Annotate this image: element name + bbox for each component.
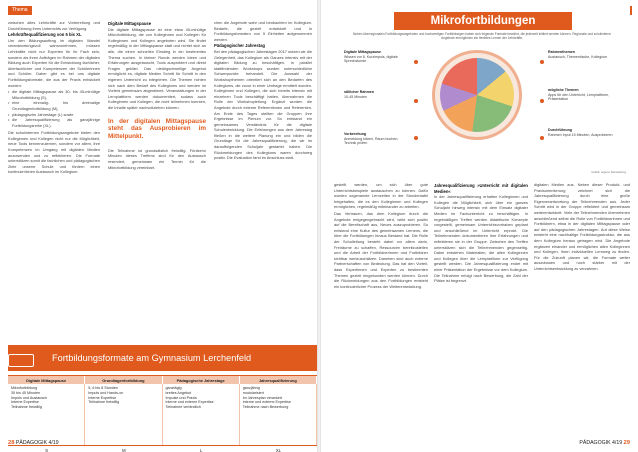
cell-item: Teilnahme nach Bewerbung <box>242 405 289 410</box>
label-text: 10-45 Minuten <box>344 94 367 99</box>
cell-item: 30 bis 45 Minuten <box>11 390 41 395</box>
left-page <box>0 0 318 452</box>
list-item: • die Jahresqualifizierung als ganzjährige Fortbildungsreihe (XL). <box>8 117 100 128</box>
page-footer <box>8 440 59 446</box>
label-title: Digitale Mittagspause <box>344 50 381 54</box>
cell-item: Teilnahme freiwillig <box>88 400 120 405</box>
table-cell <box>240 384 317 445</box>
connector-dot <box>414 60 418 64</box>
size-label: L <box>199 448 203 452</box>
paragraph: In der Jahresqualifizierung erhalten Kolleginnen und Kollegen die Möglichkeit, sich über ein ganzes Schuljahr hinweg intensiv mit dem Einsatz digitaler Medien im Fachunterricht zu beschäftigen. In regelmäßigen Treffen werden didaktische Konzepte vorgestellt, gemeinsam Unterrichtsvorhaben geplant und anschließend im Unterricht erprobt. Die Teilnehmenden dokumentieren ihre Erfahrungen und reflektieren sie in der Gruppe. Zwischen den Treffen unterstützen sich die Teilnehmenden gegenseitig. Dabei entstehen Materialien, die allen Kolleginnen und Kollegen über die Lernplattform zur Verfügung gestellt werden. Die Jahresqualifizierung endet mit einer Präsentation der Ergebnisse vor dem Kollegium. Die Teilnahme erfolgt nach Bewerbung, die Zahl der Plätze ist begrenzt. <box>434 194 528 284</box>
label-title: stillicher Rahmen <box>344 90 374 94</box>
journal-name: PÄDAGOGIK 4/19 <box>579 440 623 446</box>
section-heading: Lehrkräftequalifizierung von 5 bis XL <box>8 32 82 38</box>
figure-label <box>548 50 614 59</box>
cell-item: Teilnahme freiwillig <box>11 405 42 410</box>
figure-label <box>548 88 614 102</box>
left-column-1 <box>8 20 100 340</box>
cell-item: Interne Expertise <box>88 395 117 400</box>
connector-dot <box>540 60 544 64</box>
label-title: Durchführung <box>548 128 572 132</box>
page-number: 28 <box>8 440 15 446</box>
cell-item: im Jahresplan verankert <box>242 395 283 400</box>
paragraph: Das Vertrauen, das dem Kollegium durch die Angebote entgegengebracht wird, wirkt sich positiv auf die Bereitschaft aus, Neues auszuprobieren. So entstand eine Kultur des gemeinsamen Lernens, die über die Fortbildungen hinaus Bestand hat. Die Rolle der Schulleitung besteht dabei vor allem darin, Freiräume zu schaffen, Ressourcen bereitzustellen und die Arbeit der Fortbildnerinnen und Fortbildner sichtbar wertzuschätzen. Daneben sind auch externe Partnerschaften von Bedeutung. Das hat den Vorteil, dass Expertinnen und Experten zu bestimmten Themen gezielt eingebunden werden können. Durch die Rückmeldungen aus den Fortbildungen entsteht ein kontinuierlicher Prozess der Weiterentwicklung. <box>334 210 428 289</box>
size-scale <box>8 446 317 452</box>
size-label: S <box>45 448 49 452</box>
label-title: Rahmenthemen <box>548 50 575 54</box>
connector-dot <box>414 99 418 103</box>
table-cell <box>163 384 240 445</box>
paragraph: Die schulinternen Fortbildungsangebote bieten den Kolleginnen und Kollegen nicht nur die Möglichkeit, neue Tools kennenzulernen, sondern vor allem, ihre Kompetenzen im Umgang mit digitalen Medien anzuwenden und zu reflektieren. Die Formate unterstützen somit die fachlichen und pädagogischen Ziele unserer Schule und fördern einen kontinuierlichen Austausch im Kollegium. <box>8 130 100 175</box>
cell-item: interne und externe Expertise <box>165 400 214 405</box>
figure-title: Mikrofortbildungen <box>394 12 572 30</box>
figure-label <box>344 90 410 99</box>
list-item: • pädagogische Jahrestage (L) sowie <box>8 112 100 118</box>
table-cell <box>85 384 162 445</box>
figure-subtitle: Neben überregionalen Fortbildungsangeboten und hochwertigen Fortbildungen haben sich folgende Formate bewährt, die jederzeit initiiert werden können. Regionale und schulinterne Angebote ermöglichen ein flexibles Lernen der Lehrkräfte. <box>352 32 611 41</box>
school-logo-icon <box>8 354 34 367</box>
section-heading: Digitale Mittagspause <box>108 21 152 26</box>
right-column-2 <box>434 182 528 432</box>
figure-wheel <box>440 58 514 132</box>
right-page <box>320 0 638 452</box>
banner-title: Fortbildungsformate am Gymnasium Lerchenfeld <box>52 353 252 363</box>
table-header-cell: Digitale Mittagspause <box>8 376 85 384</box>
cell-item: Mikrofortbildung <box>11 386 38 390</box>
table-header-cell: Grundlagenfortbildung <box>85 376 162 384</box>
page-number: 29 <box>623 440 630 446</box>
label-text: Austausch, Thementische, Kollegium <box>548 54 608 59</box>
table-header-cell: Pädagogische Jahrestage <box>163 376 240 384</box>
pull-quote: In der digitalen Mittagspause steht das Ausprobieren im Mittelpunkt. <box>108 117 206 141</box>
table-cell <box>8 384 85 445</box>
cell-item: modularisiert <box>242 390 264 395</box>
connector-dot <box>540 99 544 103</box>
paragraph: Bei den pädagogischen Jahrestagen 2017 nutzen wir die Gelegenheit, das Kollegium als Ganzes intensiv mit der digitalen Bildung zu beschäftigen. In parallel stattfindenden Workshops wurden unterschiedliche Schwerpunkte behandelt. Die Auswahl der Workshopthemen orientiert sich an den Bedarfen des Kollegiums, die zuvor in einer Umfrage ermittelt wurden. Kolleginnen und Kollegen, die sich bereits intensiv mit einzelnen Tools beschäftigt hatten, übernahmen die Rolle der Workshopleitung. Ergänzt wurden die Angebote durch externe Referentinnen und Referenten. Am Ende des Tages stellten die Gruppen ihre Ergebnisse im Plenum vor. So entstand ein gemeinsames Verständnis für die digitale Schulentwicklung. Die Erfahrungen aus dem Jahrestag fließen in die weitere Planung ein und bilden die Grundlage für die Jahresqualifizierung, die wir im darauffolgenden Schuljahr gestartet haben. Die Rückmeldungen des Kollegiums waren durchweg positiv. Die Evaluation fand im Anschluss statt. <box>214 48 312 161</box>
label-text: Anmeldung klären, Raum buchen, Technik prüfen <box>344 136 399 145</box>
format-list <box>8 89 100 128</box>
paragraph: Die digitale Mittagspause ist eine etwa 45-minütige Mikrofortbildung, die von Kolleginnen und Kollegen für Kolleginnen und Kollegen angeboten wird. Sie findet regelmäßig in der Mittagspause statt und richtet sich an alle, die einen schnellen Einstieg in ein bestimmtes Thema suchen. In kleiner Runde werden Ideen und Erfahrungen ausgetauscht, Tools ausprobiert und direkt Fragen geklärt. Das niedrigschwellige Angebot ermöglicht es, digitale Medien Schritt für Schritt in den eigenen Unterricht zu integrieren. Die Themen richten sich nach dem Bedarf des Kollegiums und werden im Vorfeld gemeinsam abgestimmt. Veranstaltungen in der Lernplattform werden dokumentiert, sodass auch Kolleginnen und Kollegen, die nicht teilnehmen konnten, die Inhalte später nachvollziehen können. <box>108 26 206 110</box>
journal-name: PÄDAGOGIK 4/19 <box>15 440 59 446</box>
size-label: M <box>122 448 126 452</box>
figure-label <box>548 128 614 137</box>
figure-source: Grafik: eigene Darstellung <box>591 170 626 174</box>
label-text: Apps für den Unterricht, Lernplattform, Präsentation <box>548 92 610 101</box>
connector-dot <box>414 136 418 140</box>
section-heading: Jahresqualifizierung »Unterricht mit digitalen Medien« <box>434 183 528 194</box>
section-heading: Pädagogischer Jahrestag <box>214 43 265 49</box>
cell-item: Impulse und Praxis <box>165 395 197 400</box>
size-label: XL <box>275 448 281 452</box>
paragraph: digitalen Medien aus. Neben dieser Produkt- und Praxisorientierung zeichnet sich die Jahresqualifizierung durch eine große Eigenverantwortung der Teilnehmenden aus. Jeder Schritt wird in der Gruppe reflektiert und gemeinsam weiterentwickelt. Viele der Teilnehmenden übernehmen anschließend selbst die Rolle von Fortbildnerinnen und Fortbildnern, etwa in der digitalen Mittagspause oder auf den pädagogischen Jahrestagen. Auf diese Weise entsteht eine nachhaltige Fortbildungsstruktur, die aus dem Kollegium heraus getragen wird. Die Angebote ergänzen einander und ermöglichen allen Kolleginnen und Kollegen, ihren individuellen Lernweg zu finden. Für die Zukunft planen wir, die Formate weiter auszubauen und noch stärker mit der Unterrichtsentwicklung zu verzahnen. <box>534 182 630 271</box>
paragraph: zwischen alles Lehrkräfte zur Vorbereitung und Durchführung ihres Unterrichts zur Verfügung. <box>8 20 100 31</box>
right-column-1 <box>334 182 428 432</box>
cell-item: ganztägig <box>165 386 182 390</box>
list-item: • die digitale Mittagspause als 30- bis 45-minütige Mikrofortbildung (S), <box>8 89 100 100</box>
page-footer <box>579 440 630 446</box>
left-column-2 <box>108 20 206 340</box>
label-text: Wissen vor 8, Kurzimpuls, digitale Sprechstunde <box>344 54 398 63</box>
label-text: Rahmen Input 15 Minuten, Ausprobieren <box>548 132 613 137</box>
cell-item: Teilnahme verbindlich <box>165 405 201 410</box>
connector-dot <box>540 136 544 140</box>
figure-label <box>344 50 410 64</box>
cell-item: ganzjährig <box>242 386 260 390</box>
table-header-cell: Jahresqualifizierung <box>240 376 317 384</box>
cell-item: Impuls und Hands-on <box>88 390 124 395</box>
cell-item: interne und externe Expertise <box>242 400 291 405</box>
paragraph: chen die Angebote wahr und beobachten im Kollegium. Bedarfe, die gezielt entwickelt und in Fortbildungsformaten von 5 Einheiten aufgenommen werden. <box>214 20 312 42</box>
cell-item: breites Angebot <box>165 390 192 395</box>
table-header-row <box>8 375 317 384</box>
paragraph: Die Teilnahme ist grundsätzlich freiwillig. Fünfzehn Minuten dieses Treffens sind für den Austausch reserviert, gemeinsam ein Termin für die Mikrofortbildung vereinbart. <box>108 147 206 170</box>
figure-label <box>344 132 410 146</box>
list-item: • eine einmalig- bis dreimalige Grundlagenfortbildung (M), <box>8 100 100 111</box>
mikrofortbildungen-figure <box>334 4 630 176</box>
left-column-3 <box>214 20 312 340</box>
section-tab: Thema <box>8 6 32 15</box>
cell-item: 5, 6 bis 8 Stunden <box>88 386 118 390</box>
paragraph: gestellt werden, um sich über gute Unterrichtsbeispiele austauschen zu können. Dafür wurden sogenannte Lernzeiten in der Stundentafel freigehalten, die es den Kolleginnen und Kollegen ermöglichen, regelmäßig miteinander zu arbeiten. <box>334 182 428 210</box>
right-column-3 <box>534 182 630 432</box>
table-body-row <box>8 384 317 446</box>
cell-item: Interne Expertise <box>11 400 39 405</box>
label-title: mögliche Themen <box>548 88 579 92</box>
table-banner <box>8 345 317 371</box>
cell-item: Impuls und Austausch <box>11 395 48 400</box>
label-title: Vorbereitung <box>344 132 367 136</box>
paragraph: Um den Bildungsauftrag im digitalen Wandel verantwortungsvoll wahrzunehmen, müssen Lehrkräfte nicht nur Experten für ihr Fach sein, sondern als ihren Aufträgen im Rahmen der digitalen Bildung auch Experten für die Entwicklung fachlicher, überfachlicher und Kompetenzen der Schülerinnen und Schüler. Daher gibt es bei uns digitale Fortbildungsformate, die aus der Praxis entwickelt wurden: <box>8 37 100 88</box>
